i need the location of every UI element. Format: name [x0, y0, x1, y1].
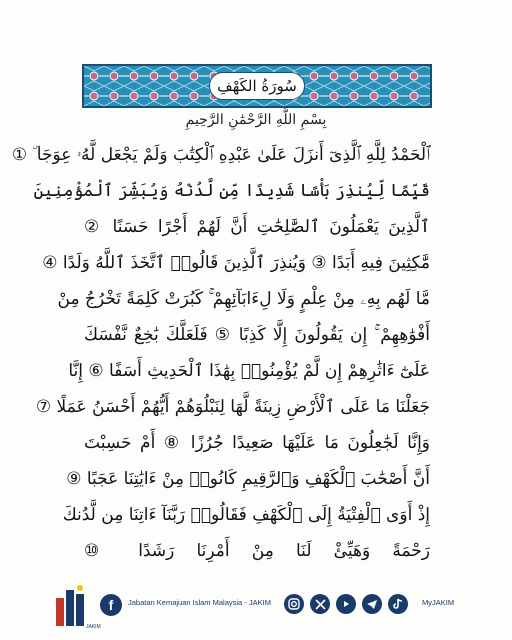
organization-name: Jabatan Kemajuan Islam Malaysia - JAKIM: [128, 598, 271, 607]
footer: [0, 580, 512, 640]
verse-block: [11, 140, 430, 572]
verse-line: عَلَىٰٓ ءَاثَٰرِهِمْ إِن لَّمْ يُؤْمِنُوا۟ بِهَٰذَا ٱلْحَدِيثِ أَسَفًا ⑥ إِنَّا: [68, 361, 430, 381]
logo-text: JAKIM: [86, 624, 101, 630]
instagram-icon[interactable]: [284, 594, 304, 614]
facebook-icon[interactable]: f: [100, 594, 122, 616]
verse-line: أَنَّ أَصْحَٰبَ ٱلْكَهْفِ وَٱلرَّقِيمِ كَانُوا۟ مِنْ ءَايَٰتِنَا عَجَبًا ⑨: [66, 469, 430, 489]
social-icons: [284, 594, 408, 616]
verse-line: إِذْ أَوَى ٱلْفِتْيَةُ إِلَى ٱلْكَهْفِ فَقَالُوا۟ رَبَّنَآ ءَاتِنَا مِن لَّدُنكَ: [62, 505, 430, 525]
telegram-icon[interactable]: [362, 594, 382, 614]
basmala: بِسْمِ اللَّهِ الرَّحْمَٰنِ الرَّحِيمِ: [185, 112, 327, 128]
verse-line: أَفْوَٰهِهِمْ ۚ إِن يَقُولُونَ إِلَّا كَذِبًا ⑤ فَلَعَلَّكَ بَٰخِعٌ نَّفْسَكَ: [84, 325, 430, 345]
x-icon[interactable]: [310, 594, 330, 614]
social-handle: MyJAKIM: [422, 598, 455, 607]
surah-title: سُورَةُ الكَهْفِ: [209, 72, 305, 100]
verse-line: قَيِّمًا لِّيُنذِرَ بَأْسًا شَدِيدًا مِّن لَّدُنْهُ وَيُبَشِّرَ ٱلْمُؤْمِنِينَ: [33, 181, 430, 201]
verse-line: مَّٰكِثِينَ فِيهِ أَبَدًا ③ وَيُنذِرَ ٱلَّذِينَ قَالُوا۟ ٱتَّخَذَ ٱللَّهُ وَلَدًا ④: [42, 253, 430, 273]
verse-line: ٱلَّذِينَ يَعْمَلُونَ ٱلصَّٰلِحَٰتِ أَنَّ لَهُمْ أَجْرًا حَسَنًا ②: [84, 217, 430, 237]
youtube-icon[interactable]: [336, 594, 356, 614]
verse-line: رَحْمَةً وَهَيِّئْ لَنَا مِنْ أَمْرِنَا رَشَدًا ⑩: [84, 541, 430, 561]
verse-line: مَّا لَهُم بِهِۦ مِنْ عِلْمٍ وَلَا لِءَابَآئِهِمْ ۚ كَبُرَتْ كَلِمَةً تَخْرُجُ مِنْ: [57, 289, 430, 309]
tiktok-icon[interactable]: [388, 594, 408, 614]
verse-line: ٱلْحَمْدُ لِلَّهِ ٱلَّذِىٓ أَنزَلَ عَلَىٰ عَبْدِهِ ٱلْكِتَٰبَ وَلَمْ يَجْعَل لَّهُۥ عِوَجَا ۜ ①: [11, 145, 430, 165]
verse-line: جَعَلْنَا مَا عَلَى ٱلْأَرْضِ زِينَةً لَّهَا لِنَبْلُوَهُمْ أَيُّهُمْ أَحْسَنُ عَمَلًا ⑦: [35, 397, 430, 417]
verse-line: وَإِنَّا لَجَٰعِلُونَ مَا عَلَيْهَا صَعِيدًا جُرُزًا ⑧ أَمْ حَسِبْتَ: [84, 433, 430, 453]
surah-header-ornament: [82, 64, 432, 108]
jakim-logo: [54, 584, 101, 630]
